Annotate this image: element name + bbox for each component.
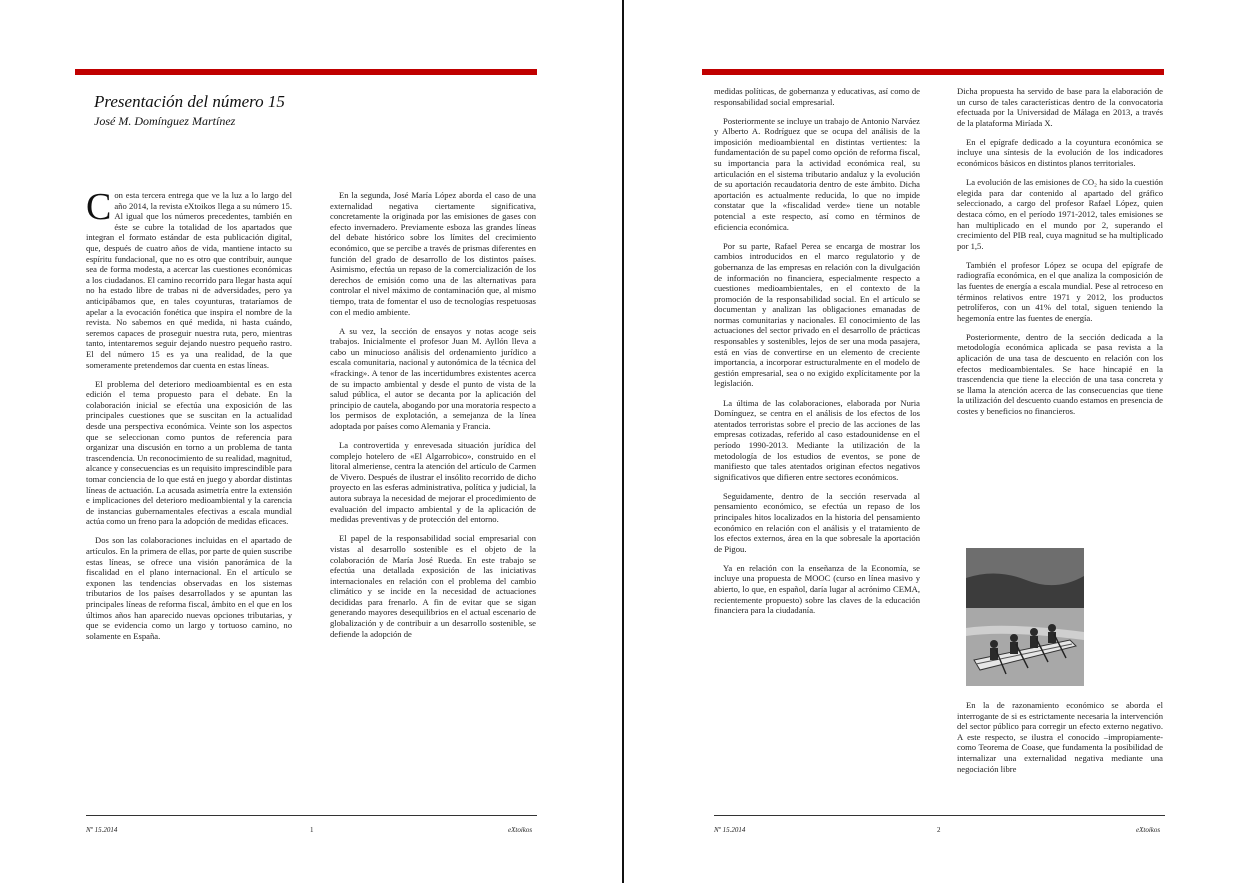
canoe-photo (966, 548, 1084, 686)
paragraph: El papel de la responsabilidad social empresarial con vistas al desarrollo sostenible es el objeto de la colaboración de María José Rueda. En este trabajo se efectúa una detallada exposición de las iniciativas internacionales en relación con el problema del cambio climático y se incide en la necesidad de actuaciones decididas para frenarlo. A fin de evitar que se sigan generando mayores desequilibrios en el actual escenario de globalización y de contribuir a un desarrollo sostenible, se defiende la adopción de (330, 533, 536, 639)
page-number: 2 (937, 826, 941, 834)
paragraph: En el epígrafe dedicado a la coyuntura económica se incluye una síntesis de la evolución de los indicadores económicos básicos en distintos planos territoriales. (957, 136, 1163, 169)
paragraph: La última de las colaboraciones, elaborada por Nuria Domínguez, se centra en el análisis de los efectos de los atentados terroristas sobre el precio de las acciones de las empresas cotizadas, referido al caso estadounidense en el período 1990-2013. Mediante la utilización de la metodología de los estudios de eventos, se pone de manifiesto que tales atentados originan efectos negativos significativos que difieren entre sectores económicos. (714, 397, 920, 482)
paragraph: En la de razonamiento económico se aborda el interrogante de si es estrictamente necesaria la intervención del sector público para corregir un efecto externo negativo. A este respecto, se ilustra el conocido –impropiamente- como Teorema de Coase, que fundamenta la posibilidad de internalizar una externalidad negativa mediante una negociación libre (957, 700, 1163, 774)
paragraph: Posteriormente, dentro de la sección dedicada a la metodología económica aplicada se pasa revista a la aplicación de una tasa de descuento en relación con los efectos medioambientales. Se hace hincapié en la trascendencia que tiene la elección de una tasa concreta y se llama la atención acerca de las consecuencias que tiene la utilización del descuento cuando estamos en presencia de costes y beneficios no financieros. (957, 331, 1163, 417)
issue-number: Nº 15.2014 (714, 826, 746, 834)
paragraph: medidas políticas, de gobernanza y educativas, así como de responsabilidad social empresarial. (714, 86, 920, 107)
paragraph: La controvertida y enrevesada situación jurídica del complejo hotelero de «El Algarrobico», construido en el litoral almeriense, centra la atención del artículo de Carmen de Vivero. Después de ilustrar el insólito recorrido de dicho proyecto en las esferas administrativa, política y judicial, la autora subraya la necesidad de mejorar el procedimiento de evaluación del impacto ambiental y de la aplicación de medidas preventivas y de protección del entorno. (330, 440, 536, 525)
paragraph: Dos son las colaboraciones incluidas en el apartado de artículos. En la primera de ellas, por parte de quien suscribe estas líneas, se ofrece una visión panorámica de la fiscalidad en el plano internacional. En el artículo se exponen las tendencias observadas en los sistemas tributarios de los países desarrollados y se apuntan las principales líneas de reforma fiscal, ámbito en el que en los últimos años han aparecido nuevas opciones tributarias, y que se evidencia como un largo y tortuoso camino, no solamente en España. (86, 535, 292, 641)
page1-header-bar (75, 69, 537, 75)
page2-column-2-bottom (957, 700, 1163, 802)
paragraph: Dicha propuesta ha servido de base para la elaboración de un curso de tales características dentro de la convocatoria efectuada por la Universidad de Málaga en 2013, a través de la plataforma Miríada X. (957, 86, 1163, 128)
paragraph: La evolución de las emisiones de CO₂ ha sido la cuestión elegida para dar contenido al apartado del gráfico seleccionado, a cargo del profesor Rafael López, quien destaca cómo, en el período 1971-2012, tales emisiones se han multiplicado en el mundo por 2, superando el crecimiento del PIB real, cuya magnitud se ha multiplicado por 1,5. (957, 177, 1163, 251)
page1-footer-rule (86, 815, 537, 816)
paragraph: Seguidamente, dentro de la sección reservada al pensamiento económico, se efectúa un repaso de los principales hitos localizados en la historia del pensamiento económico en relación con el análisis y el tratamiento de los efectos externos, área en la que sobresale la aportación de Pigou. (714, 490, 920, 554)
journal-name: eXtoikos (1136, 826, 1161, 834)
author-name: José M. Domínguez Martínez (94, 114, 236, 128)
paragraph: Posteriormente se incluye un trabajo de Antonio Narváez y Alberto A. Rodríguez que se ocupa del análisis de la imposición medioambiental en distintas vertientes: la fundamentación de su papel como opción de reforma fiscal, su importancia para la actividad económica real, su articulación en el sistema tributario andaluz y la evolución de su aportación recaudatoria dentro de este ámbito. Dicha aportación es actualmente reducida, lo que no impide constatar que la «fiscalidad verde» tiene un notable potencial a este respecto, así como en términos de eficiencia económica. (714, 115, 920, 232)
paragraph: El problema del deterioro medioambiental es en esta edición el tema propuesto para el debate. En la colaboración inicial se efectúa una exposición de las principales cuestiones que se suscitan en la actualidad desde una perspectiva económica. Veinte son los aspectos que se seleccionan como puntos de referencia para organizar una discusión en torno a un problema de tanta trascendencia. Un reconocimiento de su realidad, magnitud, alcance y consecuencias es un requisito imprescindible para tomar conciencia de lo que está en juego y abordar distintas líneas de actuación. La acusada asimetría entre la extensión e implicaciones del deterioro medioambiental y la carencia de instancias gubernamentales efectivas a escala mundial actúa como un freno para la adopción de medidas eficaces. (86, 378, 292, 527)
page2-column-2-top (957, 86, 1163, 538)
drop-cap: C (86, 190, 112, 228)
issue-number: Nº 15.2014 (86, 826, 118, 834)
page-number: 1 (310, 826, 314, 834)
page2-column-1 (714, 86, 920, 802)
page1-column-2 (330, 190, 536, 802)
paragraph: En la segunda, José María López aborda el caso de una externalidad negativa ciertamente significativa, concretamente la originada por las emisiones de gases con efecto invernadero. Previamente esboza las grandes líneas del debate histórico sobre los límites del crecimiento económico, que se percibe a través de prismas diferentes en función del grado de desarrollo de los distintos países. Asimismo, efectúa un repaso de la comercialización de los derechos de emisión como una de las alternativas para controlar el nivel máximo de contaminación que, al mismo tiempo, trata de fomentar el uso de tecnologías respetuosas con el medio ambiente. (330, 190, 536, 317)
paragraph: Ya en relación con la enseñanza de la Economía, se incluye una propuesta de MOOC (curso en línea masivo y abierto, lo que, en español, daría lugar al acrónimo CEMA, recientemente propuesto) sobre las claves de la educación financiera para la ciudadanía. (714, 562, 920, 616)
page-divider (622, 0, 624, 883)
page2-header-bar (702, 69, 1164, 75)
page-title: Presentación del número 15 (94, 92, 285, 111)
paragraph-text: on esta tercera entrega que ve la luz a lo largo del año 2014, la revista eXtoikos llega a su número 15. Al igual que los números precedentes, también en éste se cubre la totalidad de los apartados que integran el formato estándar de esta publicación digital, que, después de cuatro años de vida, mantiene intacto su espíritu fundacional, que no es otro que contribuir, aunque sea de forma modesta, a acercar las cuestiones económicas a los ciudadanos. El camino recorrido para llegar hasta aquí no ha estado libre de trabas ni de adversidades, pero ya anticipábamos que, en tales coyunturas, trataríamos de apelar a la evocación fonética que inspira el nombre de la revista. No sabemos en qué medida, ni hasta cuándo, seremos capaces de proseguir nuestra ruta, pero, mientras tanto, intentaremos seguir dejando nuestro pequeño rastro. El del número 15 es ya una realidad, de la que someramente pretendemos dar cuenta en estas líneas. (86, 190, 292, 370)
page1-column-1 (86, 190, 292, 800)
paragraph: A su vez, la sección de ensayos y notas acoge seis trabajos. Inicialmente el profesor Juan M. Ayllón lleva a cabo un minucioso análisis del ordenamiento jurídico a escala comunitaria, nacional y autonómica de la técnica del «fracking». A tenor de las incertidumbres existentes acerca de su impacto ambiental y desde el punto de vista de la salud pública, el autor se decanta por la aplicación del principio de cautela, abogando por una moratoria respecto a los permisos de explotación, a semejanza de la línea adoptada por países como Alemania y Francia. (330, 325, 536, 431)
page2-footer-rule (714, 815, 1165, 816)
paragraph: Por su parte, Rafael Perea se encarga de mostrar los cambios introducidos en el marco regulatorio y de gobernanza de las empresas en relación con la divulgación de información no financiera, especialmente respecto a cuestiones medioambientales, en el contexto de la promoción de la responsabilidad social. En el artículo se documentan y analizan las obligaciones emanadas de normas comunitarias y nacionales. El conocimiento de las actuaciones del sector privado en el desarrollo de prácticas responsables y sostenibles, lejos de ser una moda pasajera, está en vías de convertirse en un elemento de creciente importancia, a incorporar estructuralmente en el modelo de gestión empresarial, sea o no exigido explícitamente por la legislación. (714, 240, 920, 389)
journal-name: eXtoikos (508, 826, 533, 834)
paragraph: También el profesor López se ocupa del epígrafe de radiografía económica, en el que analiza la composición de las fuentes de energía a escala mundial. Pese al retroceso en términos relativos entre 1971 y 2012, los productos petrolíferos, con un 41% del total, siguen teniendo la hegemonía entre las fuentes de energía. (957, 259, 1163, 323)
paragraph (86, 190, 292, 370)
